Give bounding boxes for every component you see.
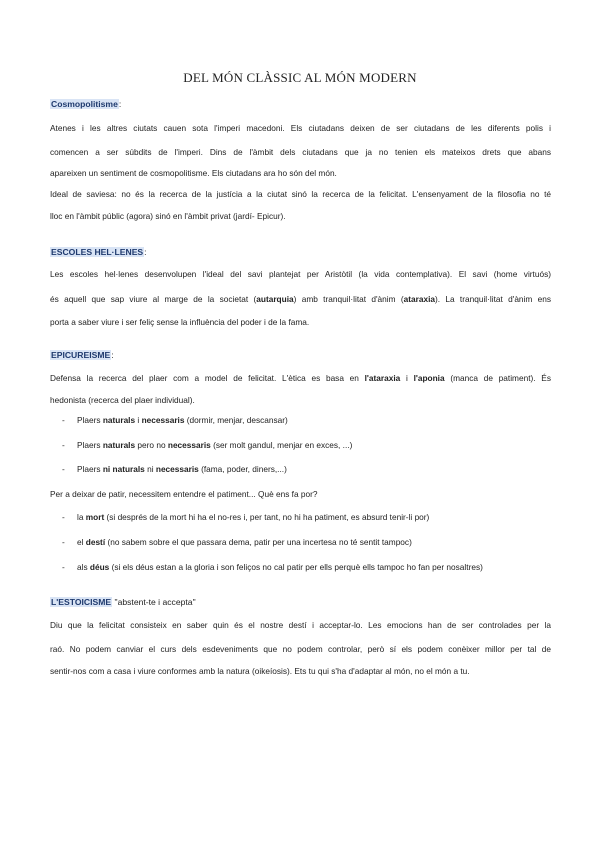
por-3-b: déus [89, 562, 110, 572]
escoles-line-2-a: és aquell que sap viure al marge de la societat ( [50, 294, 257, 304]
epicureisme-question: Per a deixar de patir, necessitem entendre el patiment... Què ens fa por? [50, 489, 318, 499]
list-dash: - [62, 464, 65, 474]
plaer-3-c: ni [144, 464, 156, 474]
plaer-2-a: Plaers [77, 440, 103, 450]
heading-cosmopolitisme [50, 99, 121, 109]
cosmopolitisme-line-3: apareixen un sentiment de cosmopolitisme. Els ciutadans ara ho són del món. [50, 168, 337, 178]
ataraxia-term: ataraxia [403, 294, 435, 304]
por-3-a: als [77, 562, 90, 572]
plaer-2-b1: naturals [102, 440, 136, 450]
plaer-2-c: pero no [135, 440, 168, 450]
estoicisme-line-3: sentir-nos com a casa i viure conformes amb la natura (oikeíosis). Ets tu qui s'ha d'adaptar al món, no el món a tu. [50, 666, 470, 676]
heading-escoles-colon: : [144, 247, 147, 257]
cosmopolitisme-line-2: comencen a ser súbdits de l'imperi. Dins de l'àmbit dels ciutadans que ja no tenien els mateixos drets que abans [50, 147, 551, 157]
heading-cosmopolitisme-colon: : [118, 99, 122, 109]
por-item-mort [77, 512, 429, 522]
plaer-item-1 [77, 415, 288, 425]
epicureisme-line-1-c: i [400, 373, 414, 383]
saviesa-line-1: Ideal de saviesa: no és la recerca de la justícia a la ciutat sinó la recerca de la felicitat. L'ensenyament de la filosofia no té [50, 189, 551, 199]
autarquia-term: autarquia [256, 294, 294, 304]
plaer-3-b2: necessaris [155, 464, 199, 474]
por-1-a: la [77, 512, 86, 522]
por-item-desti [77, 537, 412, 547]
plaer-1-a: Plaers [77, 415, 103, 425]
list-dash: - [62, 562, 65, 572]
cosmopolitisme-line-1: Atenes i les altres ciutats cauen sota l'imperi macedoni. Els ciutadans deixen de ser ciutadans de les diferents polis i [50, 123, 551, 133]
por-item-deus [77, 562, 483, 572]
escoles-line-3: porta a saber viure i ser feliç sense la influència del poder i de la fama. [50, 317, 310, 327]
epicureisme-line-1-d: (manca de patiment). És [444, 373, 551, 383]
plaer-2-b2: necessaris [167, 440, 211, 450]
heading-escoles [50, 247, 147, 257]
heading-estoicisme-text: L'ESTOICISME [51, 597, 112, 607]
heading-escoles-text: ESCOLES HEL·LENES [51, 247, 144, 257]
plaer-3-d: (fama, poder, diners,...) [198, 464, 287, 474]
list-dash: - [62, 537, 65, 547]
heading-epicureisme-text: EPICUREISME [51, 350, 111, 360]
list-dash: - [62, 415, 65, 425]
por-2-a: el [77, 537, 86, 547]
saviesa-line-2: lloc en l'àmbit públic (agora) sinó en l'àmbit privat (jardí- Epicur). [50, 211, 286, 221]
por-1-c: (si després de la mort hi ha el no-res i, per tant, no hi ha patiment, es absurd tenir-li por) [104, 512, 430, 522]
ataraxia-term-2: l'ataraxia [364, 373, 401, 383]
estoicisme-line-2: raó. No podem canviar el curs dels esdeveniments que no podem controlar, però sí els podem conèixer millor per tal de [50, 644, 551, 654]
page-title: DEL MÓN CLÀSSIC AL MÓN MODERN [183, 70, 417, 85]
list-dash: - [62, 512, 65, 522]
heading-epicureisme-colon: : [111, 350, 114, 360]
heading-estoicisme [50, 597, 196, 607]
epicureisme-line-2: hedonista (recerca del plaer individual). [50, 395, 195, 405]
epicureisme-line-1-a: Defensa la recerca del plaer com a model de felicitat. L'ètica es basa en [50, 373, 365, 383]
aponia-term: l'aponia [413, 373, 445, 383]
escoles-line-2-c: ) amb tranquil·litat d'ànim ( [293, 294, 404, 304]
heading-epicureisme [50, 350, 114, 360]
epicureisme-line-1 [50, 372, 551, 384]
plaer-1-b2: necessaris [141, 415, 185, 425]
list-dash: - [62, 440, 65, 450]
estoicisme-motto: "abstent-te i accepta" [112, 597, 196, 607]
plaer-item-3 [77, 464, 287, 474]
plaer-3-a: Plaers [77, 464, 103, 474]
estoicisme-line-1: Diu que la felicitat consisteix en saber quin és el nostre destí i acceptar-lo. Les emocions han de ser controlades per la [50, 620, 551, 630]
escoles-line-2-d: ). La tranquil·litat d'ànim ens [435, 294, 551, 304]
escoles-line-2 [50, 293, 551, 305]
heading-cosmopolitisme-text: Cosmopolitisme [51, 99, 118, 109]
escoles-line-1: Les escoles hel·lenes desenvolupen l'ideal del savi plantejat per Aristòtil (la vida contemplativa). El savi (home virtuós) [50, 269, 551, 279]
por-1-b: mort [85, 512, 105, 522]
plaer-3-b1: ni naturals [102, 464, 145, 474]
plaer-1-c: i [135, 415, 142, 425]
plaer-1-b1: naturals [102, 415, 136, 425]
por-3-c: (si els déus estan a la gloria i son feliços no cal patir per ells perquè ells tampoc ho fan per nosaltres) [109, 562, 483, 572]
plaer-1-d: (dormir, menjar, descansar) [184, 415, 288, 425]
por-2-b: destí [85, 537, 106, 547]
plaer-2-d: (ser molt gandul, menjar en exces, ...) [210, 440, 353, 450]
por-2-c: (no sabem sobre el que passara dema, patir per una incertesa no té sentit tampoc) [105, 537, 412, 547]
plaer-item-2 [77, 440, 352, 450]
